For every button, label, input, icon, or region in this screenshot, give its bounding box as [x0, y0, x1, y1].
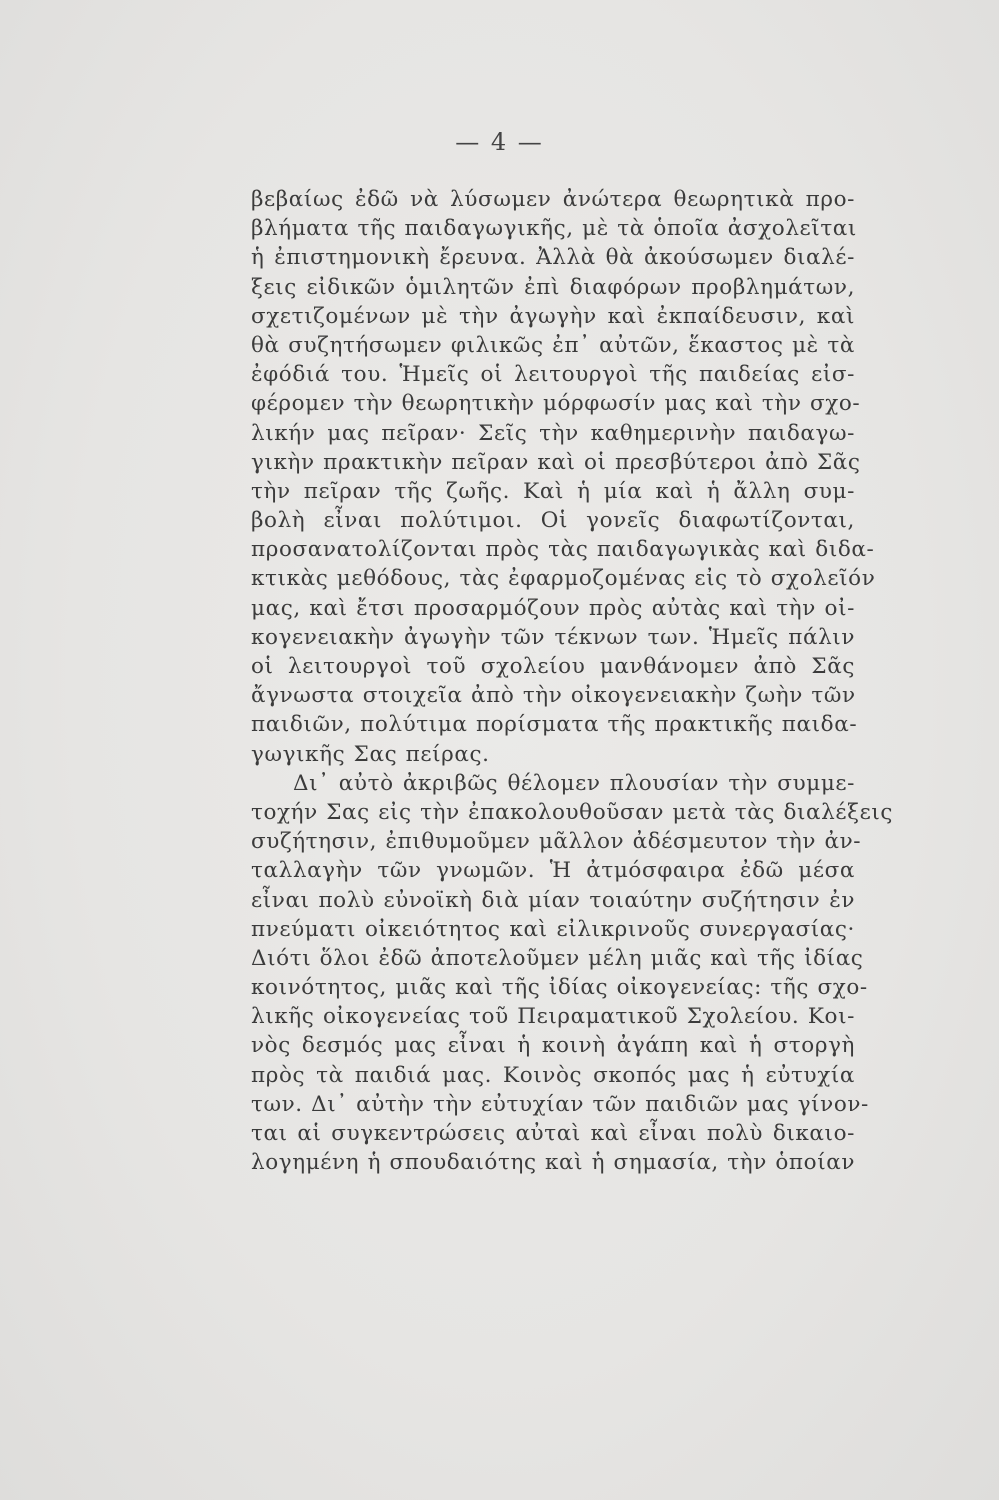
text-line: οἱ λειτουργοὶ τοῦ σχολείου μανθάνομεν ἀπὸ Σᾶς: [251, 654, 855, 679]
page-number: — 4 —: [455, 128, 544, 156]
text-line: Διότι ὅλοι ἐδῶ ἀποτελοῦμεν μέλη μιᾶς καὶ τῆς ἰδίας: [251, 945, 864, 971]
text-line: βλήματα τῆς παιδαγωγικῆς, μὲ τὰ ὁποῖα ἀσχολεῖται: [251, 216, 857, 242]
text-line: εἶναι πολὺ εὐνοϊκὴ διὰ μίαν τοιαύτην συζήτησιν ἐν: [251, 887, 855, 913]
text-line: νὸς δεσμός μας εἶναι ἡ κοινὴ ἀγάπη καὶ ἡ στοργὴ: [251, 1033, 855, 1059]
text-line: παιδιῶν, πολύτιμα πορίσματα τῆς πρακτικῆς παιδα-: [251, 712, 858, 738]
text-line: Δι᾽ αὐτὸ ἀκριβῶς θέλομεν πλουσίαν τὴν συμμε-: [293, 770, 855, 796]
text-line: λογημένη ἡ σπουδαιότης καὶ ἡ σημασία, τὴν ὁποίαν: [251, 1150, 856, 1176]
text-line: ταλλαγὴν τῶν γνωμῶν. Ἡ ἀτμόσφαιρα ἐδῶ μέσα: [251, 858, 855, 884]
text-line: κτικὰς μεθόδους, τὰς ἐφαρμοζομένας εἰς τὸ σχολεῖόν: [251, 566, 876, 592]
text-line: σχετιζομένων μὲ τὴν ἀγωγὴν καὶ ἐκπαίδευσιν, καὶ: [251, 303, 855, 329]
text-line: ἡ ἐπιστημονικὴ ἔρευνα. Ἀλλὰ θὰ ἀκούσωμεν διαλέ-: [251, 245, 855, 271]
text-line: βεβαίως ἐδῶ νὰ λύσωμεν ἀνώτερα θεωρητικὰ προ-: [251, 187, 855, 212]
text-line: πνεύματι οἰκειότητος καὶ εἰλικρινοῦς συνεργασίας·: [251, 916, 855, 942]
text-line: κογενειακὴν ἀγωγὴν τῶν τέκνων των. Ἡμεῖς πάλιν: [251, 624, 855, 650]
text-line: λικήν μας πεῖραν· Σεῖς τὴν καθημερινὴν παιδαγω-: [251, 420, 855, 446]
text-line: ἄγνωστα στοιχεῖα ἀπὸ τὴν οἰκογενειακὴν ζωὴν τῶν: [251, 683, 856, 709]
text-line: προσανατολίζονται πρὸς τὰς παιδαγωγικὰς καὶ διδα-: [251, 537, 875, 563]
text-line: τοχήν Σας εἰς τὴν ἐπακολουθοῦσαν μετὰ τὰς διαλέξεις: [251, 799, 893, 825]
text-line: ξεις εἰδικῶν ὁμιλητῶν ἐπὶ διαφόρων προβλημάτων,: [251, 274, 855, 300]
body-text: [251, 185, 893, 1177]
text-line: γωγικῆς Σας πείρας.: [251, 741, 490, 767]
text-line: ται αἱ συγκεντρώσεις αὐταὶ καὶ εἶναι πολὺ δικαιο-: [251, 1121, 855, 1146]
text-line: τὴν πεῖραν τῆς ζωῆς. Καὶ ἡ μία καὶ ἡ ἄλλη συμ-: [251, 478, 855, 504]
text-line: μας, καὶ ἔτσι προσαρμόζουν πρὸς αὐτὰς καὶ τὴν οἰ-: [251, 595, 855, 621]
text-line: ἐφόδιά του. Ἡμεῖς οἱ λειτουργοὶ τῆς παιδείας εἰσ-: [251, 362, 855, 388]
text-line: φέρομεν τὴν θεωρητικὴν μόρφωσίν μας καὶ τὴν σχο-: [251, 391, 861, 417]
text-line: πρὸς τὰ παιδιά μας. Κοινὸς σκοπός μας ἡ εὐτυχία: [251, 1062, 855, 1088]
text-line: λικῆς οἰκογενείας τοῦ Πειραματικοῦ Σχολείου. Κοι-: [251, 1004, 855, 1030]
text-line: των. Δι᾽ αὐτὴν τὴν εὐτυχίαν τῶν παιδιῶν μας γίνον-: [251, 1091, 869, 1117]
text-line: βολὴ εἶναι πολύτιμοι. Οἱ γονεῖς διαφωτίζονται,: [251, 508, 855, 534]
text-line: κοινότητος, μιᾶς καὶ τῆς ἰδίας οἰκογενείας: τῆς σχο-: [251, 975, 868, 1001]
text-line: συζήτησιν, ἐπιθυμοῦμεν μᾶλλον ἀδέσμευτον τὴν ἀν-: [251, 829, 862, 855]
text-line: γικὴν πρακτικὴν πεῖραν καὶ οἱ πρεσβύτεροι ἀπὸ Σᾶς: [251, 449, 861, 475]
text-line: θὰ συζητήσωμεν φιλικῶς ἐπ᾽ αὐτῶν, ἕκαστος μὲ τὰ: [251, 332, 855, 358]
